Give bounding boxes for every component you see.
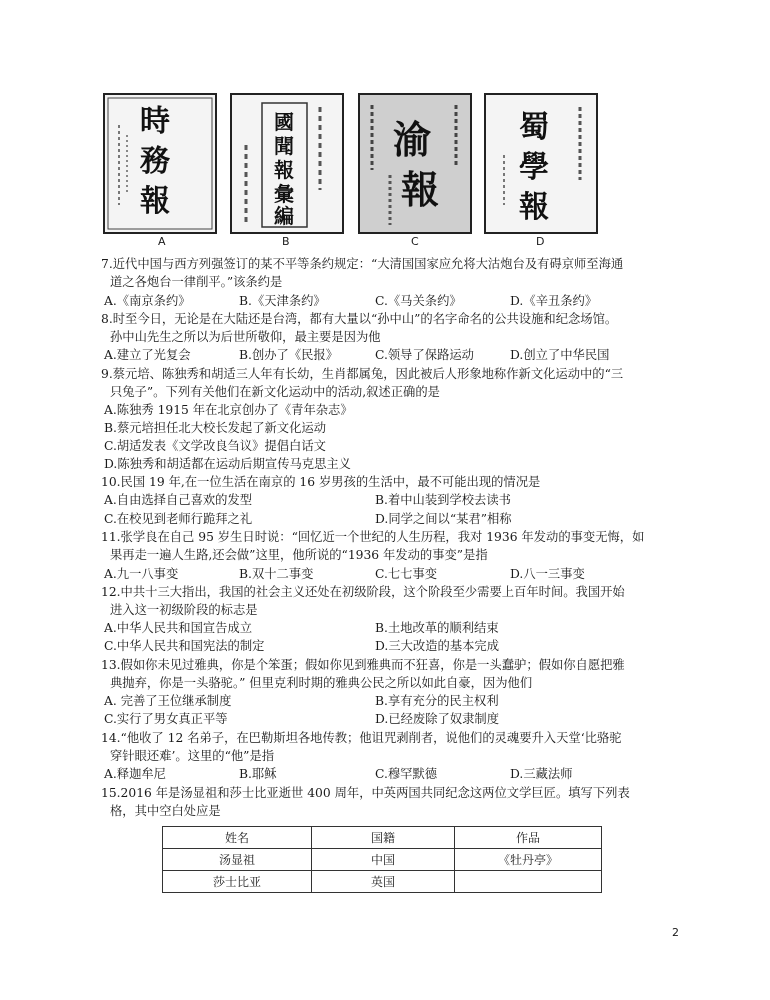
q8-option-d: D.创立了中华民国 [510, 348, 610, 362]
image-label-c: C [411, 235, 419, 248]
masthead-char-1: 國 [274, 110, 294, 134]
q7-option-b: B.《天津条约》 [239, 294, 326, 308]
q13-option-c: C.实行了男女真正平等 [104, 712, 228, 726]
q10-option-d: D.同学之间以“某君”相称 [375, 512, 512, 526]
table-cell: 汤显祖 [163, 849, 312, 871]
table-row [163, 849, 602, 871]
q10-option-a: A.自由选择自己喜欢的发型 [104, 493, 253, 507]
q10-option-b: B.着中山装到学校去读书 [375, 493, 511, 507]
table-header-works: 作品 [455, 827, 602, 849]
masthead-yubao [360, 95, 470, 232]
masthead-char-2: 學 [519, 150, 549, 185]
q14-line-1: 14.“他收了 12 名弟子，在巴勒斯坦各地传教；他诅咒剥削者，说他们的灵魂要升入天堂‘比骆驼 [101, 731, 622, 745]
q11-line-2: 果再走一遍人生路,还会做”这里，他所说的“1936 年发动的事变”是指 [110, 548, 488, 562]
q8-line-1: 8.时至今日，无论是在大陆还是台湾，都有大量以“孙中山”的名字命名的公共设施和纪念场馆。 [101, 312, 618, 326]
q14-option-b: B.耶稣 [239, 767, 277, 781]
q11-option-a: A.九一八事变 [104, 567, 179, 581]
masthead-char-1: 蜀 [519, 110, 549, 145]
q15-line-2: 格，其中空白处应是 [110, 804, 221, 818]
q7-option-a: A.《南京条约》 [104, 294, 191, 308]
q14-line-2: 穿针眼还难’。这里的“他”是指 [110, 749, 275, 763]
masthead-char-2: 務 [140, 144, 170, 179]
q12-option-b: B.土地改革的顺利结束 [375, 621, 499, 635]
q11-option-b: B.双十二事变 [239, 567, 314, 581]
q7-option-c: C.《马关条约》 [375, 294, 462, 308]
q14-option-c: C.穆罕默德 [375, 767, 438, 781]
q8-option-b: B.创办了《民报》 [239, 348, 339, 362]
q12-option-d: D.三大改造的基本完成 [375, 639, 500, 653]
image-b-guowenbao [230, 93, 344, 234]
q12-line-1: 12.中共十三大指出，我国的社会主义还处在初级阶段，这个阶段至少需要上百年时间。我国开始 [101, 585, 625, 599]
table-header-row [163, 827, 602, 849]
image-a-shiwubao [103, 93, 217, 234]
q11-line-1: 11.张学良在自己 95 岁生日时说：“回忆近一个世纪的人生历程，我对 1936 年发动的事变无悔，如 [101, 530, 645, 544]
masthead-shiwubao [105, 95, 215, 232]
masthead-char-3: 報 [140, 184, 170, 219]
q7-line-2: 道之各炮台一律削平。”该条约是 [110, 275, 283, 289]
image-label-d: D [536, 235, 545, 248]
image-c-yubao [358, 93, 472, 234]
q12-option-c: C.中华人民共和国宪法的制定 [104, 639, 265, 653]
q7-option-d: D.《辛丑条约》 [510, 294, 598, 308]
masthead-char-2: 報 [400, 167, 440, 212]
q8-line-2: 孙中山先生之所以为后世所敬仰，最主要是因为他 [110, 330, 381, 344]
q7-line-1: 7.近代中国与西方列强签订的某不平等条约规定：“大清国国家应允将大沽炮台及有碍京师至海通 [101, 257, 624, 271]
q15-line-1: 15.2016 年是汤显祖和莎士比亚逝世 400 周年，中英两国共同纪念这两位文学巨匠。填写下列表 [101, 786, 630, 800]
table-header-name: 姓名 [163, 827, 312, 849]
q9-option-c: C.胡适发表《文学改良刍议》提倡白话文 [104, 439, 326, 453]
q11-option-d: D.八一三事变 [510, 567, 585, 581]
q13-option-b: B.享有充分的民主权利 [375, 694, 499, 708]
masthead-char-2: 聞 [274, 134, 294, 158]
table-cell: 中国 [312, 849, 455, 871]
image-d-shuxuebao [484, 93, 598, 234]
q13-option-d: D.已经废除了奴隶制度 [375, 712, 500, 726]
masthead-char-3: 報 [274, 158, 294, 182]
masthead-shuxuebao [486, 95, 596, 232]
q9-option-d: D.陈独秀和胡适都在运动后期宣传马克思主义 [104, 457, 351, 471]
q9-line-2: 只兔子”。下列有关他们在新文化运动中的活动,叙述正确的是 [110, 385, 440, 399]
q8-option-a: A.建立了光复会 [104, 348, 191, 362]
q9-option-b: B.蔡元培担任北大校长发起了新文化运动 [104, 421, 326, 435]
q14-option-d: D.三藏法师 [510, 767, 573, 781]
table-header-nationality: 国籍 [312, 827, 455, 849]
masthead-char-4: 彙 [274, 182, 294, 206]
author-table [162, 826, 602, 893]
image-label-a: A [158, 235, 166, 248]
q12-option-a: A.中华人民共和国宣告成立 [104, 621, 253, 635]
q9-line-1: 9.蔡元培、陈独秀和胡适三人年有长幼，生肖都属兔，因此被后人形象地称作新文化运动中的“三 [101, 367, 624, 381]
masthead-char-3: 報 [519, 190, 549, 225]
q10-line-1: 10.民国 19 年,在一位生活在南京的 16 岁男孩的生活中，最不可能出现的情况是 [101, 475, 541, 489]
page-number: 2 [672, 926, 679, 939]
table-cell: 英国 [312, 871, 455, 893]
masthead-guowenbao [232, 95, 342, 232]
q13-line-1: 13.假如你未见过雅典，你是个笨蛋；假如你见到雅典而不狂喜，你是一头蠢驴；假如你自愿把雅 [101, 658, 625, 672]
masthead-char-1: 時 [140, 104, 170, 139]
q12-line-2: 进入这一初级阶段的标志是 [110, 603, 258, 617]
q13-option-a: A. 完善了王位继承制度 [104, 694, 232, 708]
q11-option-c: C.七七事变 [375, 567, 438, 581]
table-cell: 《牡丹亭》 [455, 849, 602, 871]
q14-option-a: A.释迦牟尼 [104, 767, 166, 781]
q10-option-c: C.在校见到老师行跪拜之礼 [104, 512, 253, 526]
q9-option-a: A.陈独秀 1915 年在北京创办了《青年杂志》 [104, 403, 353, 417]
table-cell: 莎士比亚 [163, 871, 312, 893]
image-label-b: B [282, 235, 290, 248]
masthead-char-5: 編 [274, 204, 294, 228]
q8-option-c: C.领导了保路运动 [375, 348, 474, 362]
masthead-char-1: 渝 [392, 117, 432, 162]
table-row [163, 871, 602, 893]
q13-line-2: 典抛弃，你是一头骆驼。” 但里克利时期的雅典公民之所以如此自豪，因为他们 [110, 676, 533, 690]
table-cell-blank [455, 871, 602, 893]
